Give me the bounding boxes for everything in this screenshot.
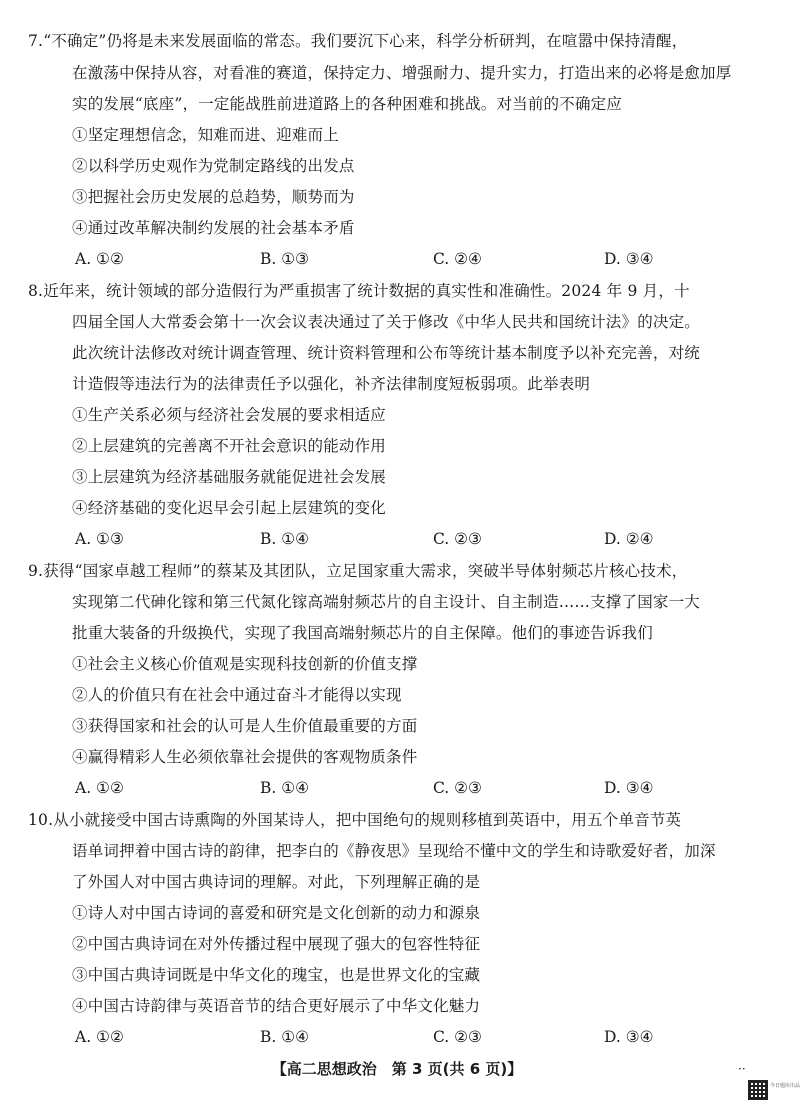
statement-item: ①坚定理想信念，知难而进、迎难而上 [72,126,339,144]
question-stem-line: 9.获得“国家卓越工程师”的蔡某及其团队，立足国家重大需求，突破半导体射频芯片核心技术， [28,562,688,580]
statement-item: ①社会主义核心价值观是实现科技创新的价值支撑 [72,655,418,673]
option-a: A. ①② [75,1028,124,1046]
question-stem-line: 计造假等违法行为的法律责任予以强化，补齐法律制度短板弱项。此举表明 [72,375,591,393]
answer-options [0,528,794,552]
option-d: D. ②④ [604,530,654,548]
option-d: D. ③④ [604,779,654,797]
option-b: B. ①④ [260,779,310,797]
statement-item: ④中国古诗韵律与英语音节的结合更好展示了中华文化魅力 [72,997,481,1015]
option-c: C. ②④ [433,250,482,268]
statement-item: ①诗人对中国古诗词的喜爱和研究是文化创新的动力和源泉 [72,904,481,922]
option-d: D. ③④ [604,250,654,268]
brand-label: 今日题库出品 [770,1083,800,1089]
option-b: B. ①④ [260,530,310,548]
option-b: B. ①③ [260,250,310,268]
page-footer: 【高二思想政治 第 3 页(共 6 页)】 [271,1060,523,1078]
statement-item: ④经济基础的变化迟早会引起上层建筑的变化 [72,499,387,517]
answer-options [0,777,794,801]
qr-code-icon [748,1080,768,1100]
option-b: B. ①④ [260,1028,310,1046]
option-d: D. ③④ [604,1028,654,1046]
question-stem-line: 此次统计法修改对统计调查管理、统计资料管理和公布等统计基本制度予以补充完善，对统 [72,344,701,362]
statement-item: ③上层建筑为经济基础服务就能促进社会发展 [72,468,387,486]
statement-item: ②人的价值只有在社会中通过奋斗才能得以实现 [72,686,402,704]
statement-item: ①生产关系必须与经济社会发展的要求相适应 [72,406,387,424]
question-stem-line: 7.“不确定”仍将是未来发展面临的常态。我们要沉下心来，科学分析研判，在喧嚣中保持清醒， [28,32,688,50]
answer-options [0,248,794,272]
option-a: A. ①② [75,779,124,797]
footer-mark: ·· [738,1062,746,1076]
option-c: C. ②③ [433,1028,482,1046]
option-c: C. ②③ [433,530,482,548]
statement-item: ③中国古典诗词既是中华文化的瑰宝，也是世界文化的宝藏 [72,966,481,984]
question-stem-line: 8.近年来，统计领域的部分造假行为严重损害了统计数据的真实性和准确性。2024 年 9 月，十 [28,282,690,300]
question-stem-line: 在激荡中保持从容，对看准的赛道，保持定力、增强耐力、提升实力，打造出来的必将是愈加厚 [72,64,732,82]
question-stem-line: 10.从小就接受中国古诗熏陶的外国某诗人，把中国绝句的规则移植到英语中，用五个单音节英 [28,811,682,829]
statement-item: ④通过改革解决制约发展的社会基本矛盾 [72,219,355,237]
question-stem-line: 语单词押着中国古诗的韵律，把李白的《静夜思》呈现给不懂中文的学生和诗歌爱好者，加深 [72,842,716,860]
option-a: A. ①③ [75,530,124,548]
statement-item: ②以科学历史观作为党制定路线的出发点 [72,157,355,175]
question-stem-line: 实现第二代砷化镓和第三代氮化镓高端射频芯片的自主设计、自主制造……支撑了国家一大 [72,593,701,611]
statement-item: ②中国古典诗词在对外传播过程中展现了强大的包容性特征 [72,935,481,953]
statement-item: ③获得国家和社会的认可是人生价值最重要的方面 [72,717,418,735]
answer-options [0,1026,794,1050]
question-stem-line: 批重大装备的升级换代，实现了我国高端射频芯片的自主保障。他们的事迹告诉我们 [72,624,653,642]
option-a: A. ①② [75,250,124,268]
question-stem-line: 实的发展“底座”，一定能战胜前进道路上的各种困难和挑战。对当前的不确定应 [72,95,623,113]
question-stem-line: 四届全国人大常委会第十一次会议表决通过了关于修改《中华人民共和国统计法》的决定。 [72,313,701,331]
question-stem-line: 了外国人对中国古典诗词的理解。对此，下列理解正确的是 [72,873,481,891]
statement-item: ②上层建筑的完善离不开社会意识的能动作用 [72,437,387,455]
option-c: C. ②③ [433,779,482,797]
statement-item: ③把握社会历史发展的总趋势，顺势而为 [72,188,355,206]
statement-item: ④赢得精彩人生必须依靠社会提供的客观物质条件 [72,748,418,766]
